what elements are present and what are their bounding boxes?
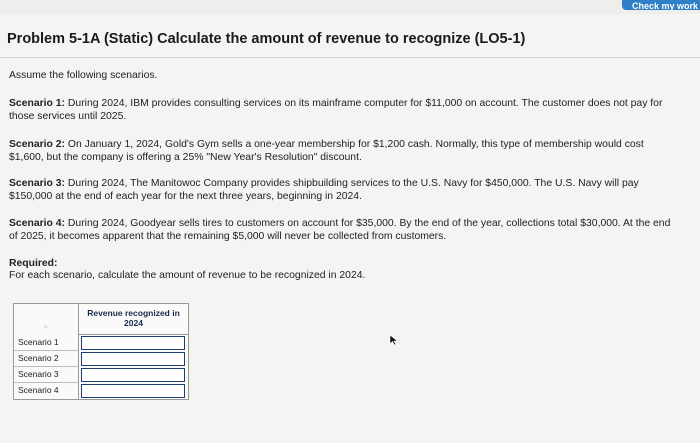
row-label: Scenario 1 — [18, 337, 59, 347]
table-row — [14, 367, 188, 383]
row-label: Scenario 3 — [18, 369, 59, 379]
scenario-4-text — [9, 217, 679, 243]
required-text: For each scenario, calculate the amount of revenue to be recognized in 2024. — [9, 270, 366, 281]
table-row — [14, 383, 188, 399]
corner-mark: ▵ — [44, 323, 48, 330]
scenario-body: During 2024, Goodyear sells tires to customers on account for $35,000. By the end of the year, collections total $30,000. At the end of 2025, it becomes apparent that the remaining $5,000 will never be collected from customers. — [9, 218, 671, 242]
scenario-body: During 2024, IBM provides consulting services on its mainframe computer for $11,000 on account. The customer does not pay for those services until 2025. — [9, 98, 663, 122]
scenario-2-text — [9, 138, 679, 164]
check-my-work-button[interactable]: Check my work — [622, 0, 700, 10]
answer-table — [13, 303, 189, 400]
row-label: Scenario 2 — [18, 353, 59, 363]
intro-text: Assume the following scenarios. — [9, 70, 158, 81]
scenario-4-revenue-input[interactable] — [81, 384, 185, 398]
scenario-body: During 2024, The Manitowoc Company provides shipbuilding services to the U.S. Navy for $450,000. The U.S. Navy will pay $150,000 at the end of each year for the next three years, beginning in 2024. — [9, 178, 639, 202]
scenario-3-text — [9, 177, 679, 203]
scenario-label: Scenario 3: — [9, 178, 66, 189]
scenario-body: On January 1, 2024, Gold's Gym sells a one-year membership for $1,200 cash. Normally, this type of membership would cost $1,600, but the company is offering a 25% "New Year's Resolution" discount. — [9, 139, 644, 163]
row-label: Scenario 4 — [18, 385, 59, 395]
scenario-label: Scenario 1: — [9, 98, 66, 109]
top-bar — [0, 0, 700, 14]
scenario-3-revenue-input[interactable] — [81, 368, 185, 382]
divider — [0, 57, 700, 58]
table-row — [14, 351, 188, 367]
problem-title: Problem 5-1A (Static) Calculate the amount of revenue to recognize (LO5-1) — [7, 31, 526, 47]
column-header-revenue: Revenue recognized in 2024 — [79, 304, 188, 335]
scenario-1-text — [9, 97, 679, 123]
scenario-2-revenue-input[interactable] — [81, 352, 185, 366]
scenario-label: Scenario 4: — [9, 218, 66, 229]
scenario-label: Scenario 2: — [9, 139, 66, 150]
required-heading: Required: — [9, 258, 58, 269]
scenario-1-revenue-input[interactable] — [81, 336, 185, 350]
table-row — [14, 335, 188, 351]
